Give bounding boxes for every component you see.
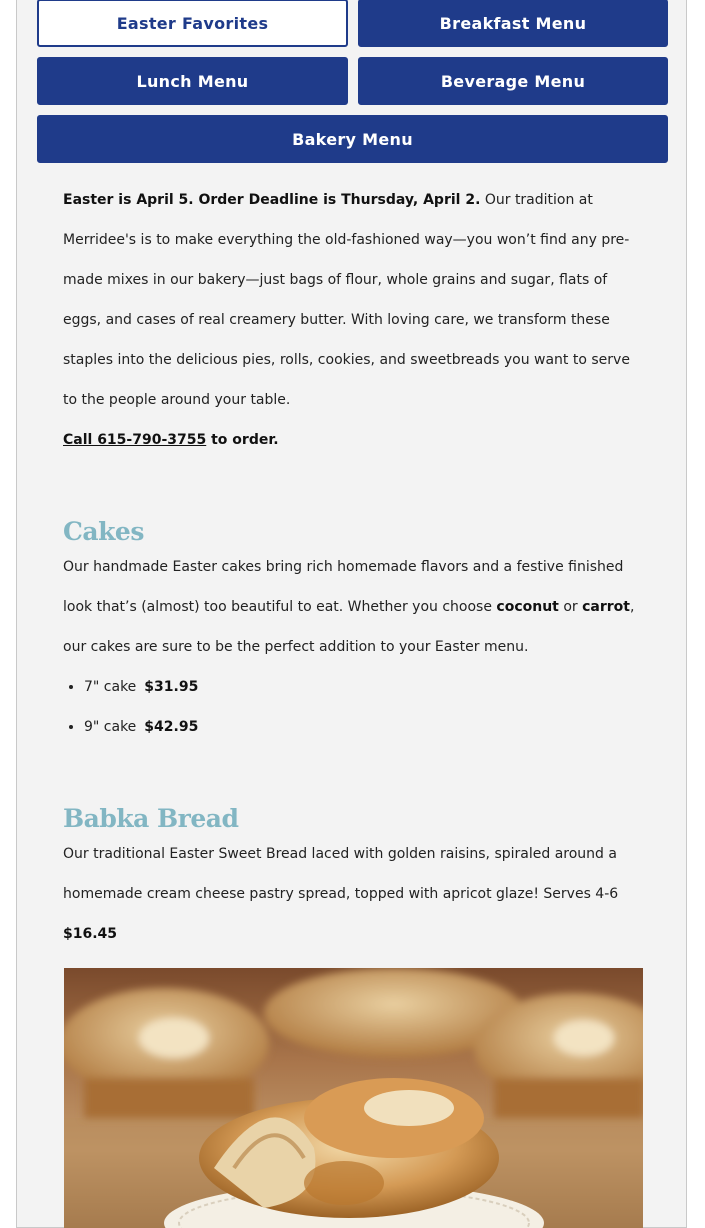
cakes-text-1: Our handmade Easter cakes bring rich homemade flavors and a festive finished look that’s (almost) too beautiful to eat. Whether you choose [63, 559, 624, 615]
call-suffix-text: to order. [206, 432, 279, 448]
cakes-description [63, 547, 648, 667]
main-content [63, 180, 648, 954]
babka-heading: Babka Bread [63, 804, 239, 833]
call-to-order-line [63, 420, 648, 460]
babka-bread-photo [64, 968, 643, 1228]
list-item [84, 707, 648, 747]
cakes-heading: Cakes [63, 517, 144, 546]
cake-price: $31.95 [144, 679, 199, 695]
coconut-flavor: coconut [496, 599, 559, 615]
babka-price: $16.45 [63, 926, 118, 942]
cake-price: $42.95 [144, 719, 199, 735]
babka-bread-image [64, 968, 643, 1228]
intro-paragraph [63, 180, 648, 420]
cake-size-label: 7" cake [84, 679, 137, 695]
beverage-menu-button[interactable]: Beverage Menu [358, 57, 668, 105]
phone-link[interactable]: Call 615-790-3755 [63, 432, 207, 448]
lunch-menu-button[interactable]: Lunch Menu [37, 57, 348, 105]
cakes-text-or: or [558, 599, 583, 615]
intro-body-text: Our tradition at Merridee's is to make everything the old-fashioned way—you won’t find any pre-made mixes in our bakery—just bags of flour, whole grains and sugar, flats of eggs, and cases of real creamery butter. With loving care, we transform these staples into the delicious pies, rolls, cookies, and sweetbreads you want to serve to the people around your table. [63, 192, 630, 408]
list-item [84, 667, 648, 707]
breakfast-menu-button[interactable]: Breakfast Menu [358, 0, 668, 47]
cake-price-list [63, 667, 648, 747]
babka-description: Our traditional Easter Sweet Bread laced with golden raisins, spiraled around a homemade cream cheese pastry spread, topped with apricot glaze! Serves 4-6 [63, 846, 619, 902]
carrot-flavor: carrot [582, 599, 630, 615]
cakes-text-2: , our cakes are sure to be the perfect addition to your Easter menu. [63, 599, 635, 655]
order-deadline-text: Easter is April 5. Order Deadline is Thursday, April 2. [63, 192, 481, 208]
easter-favorites-button[interactable]: Easter Favorites [37, 0, 348, 47]
cake-size-label: 9" cake [84, 719, 137, 735]
bakery-menu-button[interactable]: Bakery Menu [37, 115, 668, 163]
